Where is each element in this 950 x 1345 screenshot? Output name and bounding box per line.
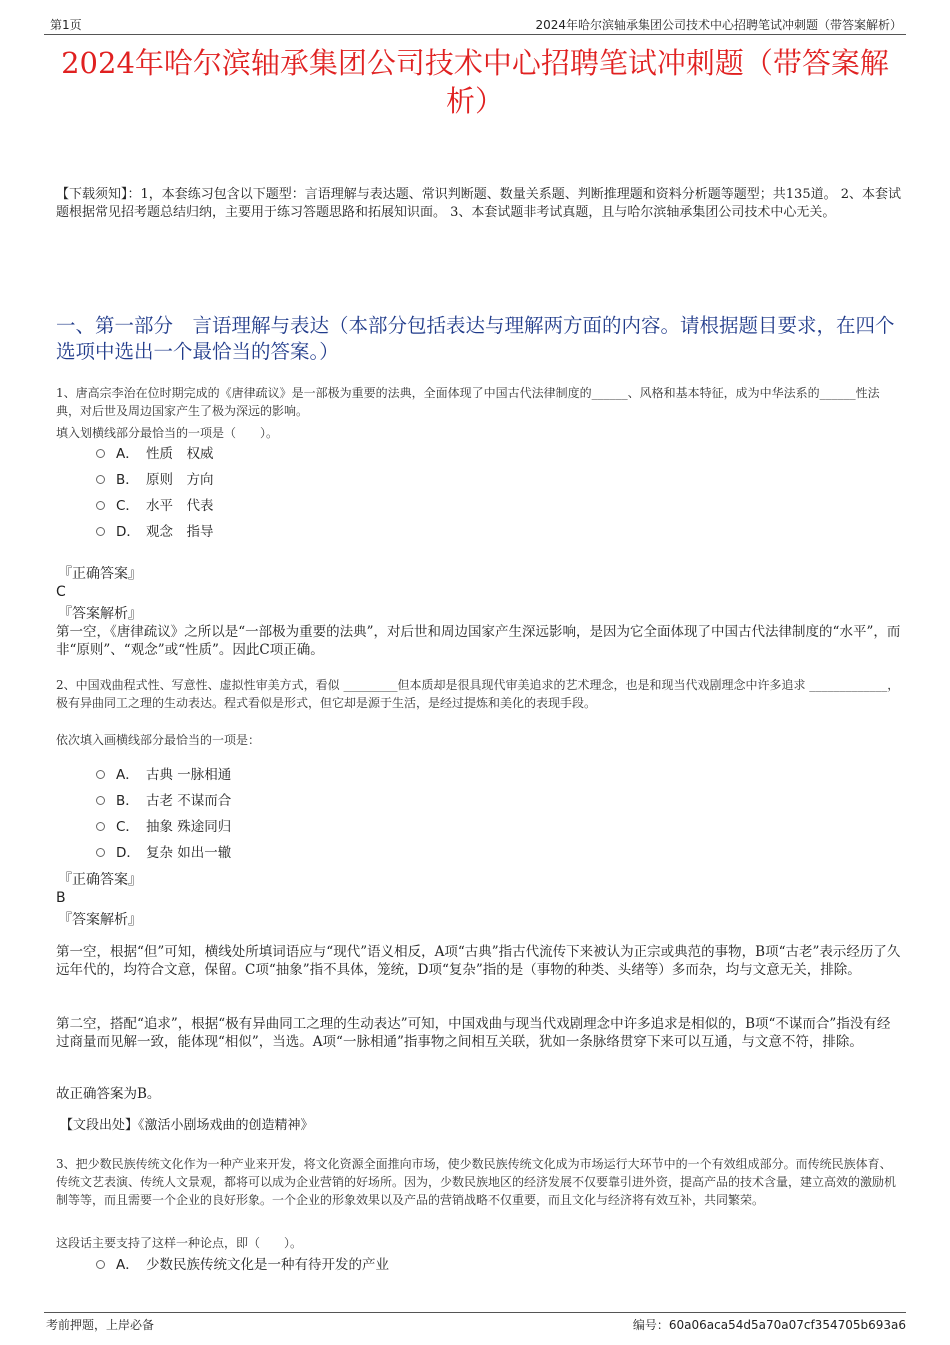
question-2-analysis-label: 『答案解析』 — [58, 912, 142, 928]
page-title: 2024年哈尔滨轴承集团公司技术中心招聘笔试冲刺题（带答案解析） — [61, 46, 889, 118]
question-1-option-a[interactable]: A． 性质 权威 — [96, 441, 214, 467]
radio-icon[interactable] — [96, 449, 105, 458]
question-1-analysis-label: 『答案解析』 — [58, 606, 142, 622]
header-doc-title: 2024年哈尔滨轴承集团公司技术中心招聘笔试冲刺题（带答案解析） — [535, 18, 902, 32]
page-number: 第1页 — [50, 18, 82, 32]
question-2-option-a[interactable]: A． 古典 一脉相通 — [96, 762, 231, 788]
question-1-answer-label: 『正确答案』 — [58, 566, 142, 582]
radio-icon[interactable] — [96, 1260, 105, 1269]
question-2-option-b[interactable]: B． 古老 不谋而合 — [96, 788, 231, 814]
question-3-prompt: 这段话主要支持了这样一种论点，即（ ）。 — [56, 1236, 303, 1250]
radio-icon[interactable] — [96, 822, 105, 831]
question-1-prompt: 填入划横线部分最恰当的一项是（ ）。 — [56, 426, 279, 440]
question-2-options — [96, 762, 231, 866]
question-1-option-c[interactable]: C． 水平 代表 — [96, 493, 214, 519]
radio-icon[interactable] — [96, 848, 105, 857]
radio-icon[interactable] — [96, 770, 105, 779]
question-2-analysis-p1: 第一空，根据“但”可知，横线处所填词语应与“现代”语义相反，A项“古典”指古代流传下来被认为正宗或典范的事物，B项“古老”表示经历了久远年代的，均符合文意，保留。C项“抽象”指不具体，笼统，D项“复杂”指的是（事物的种类、头绪等）多而杂，均与文意无关，排除。 — [56, 944, 901, 978]
question-1-option-d[interactable]: D． 观念 指导 — [96, 519, 214, 545]
radio-icon[interactable] — [96, 796, 105, 805]
question-2-text: 2、中国戏曲程式性、写意性、虚拟性审美方式，看似 _________但本质却是很具现代审美追求的艺术理念，也是和现当代戏剧理念中许多追求 _____________，极有异曲同工之理的生动表达。程式看似是形式，但它却是源于生活，是经过提炼和美化的表现手段。 — [56, 678, 900, 710]
question-2-prompt: 依次填入画横线部分最恰当的一项是： — [56, 733, 261, 747]
question-2-answer: B — [56, 890, 66, 906]
radio-icon[interactable] — [96, 501, 105, 510]
question-1-analysis: 第一空，《唐律疏议》之所以是“一部极为重要的法典”，对后世和周边国家产生深远影响，是因为它全面体现了中国古代法律制度的“水平”，而非“原则”、“观念”或“性质”。因此C项正确。 — [56, 624, 901, 658]
question-1-options — [96, 441, 214, 545]
footer-slogan: 考前押题，上岸必备 — [46, 1318, 155, 1332]
question-2-option-c[interactable]: C． 抽象 殊途同归 — [96, 814, 231, 840]
question-2-source: 【文段出处】《激活小剧场戏曲的创造精神》 — [60, 1118, 314, 1133]
footer-serial: 编号：60a06aca54d5a70a07cf354705b693a6 — [632, 1318, 906, 1332]
page-footer — [44, 1312, 906, 1333]
question-3-option-a[interactable]: A． 少数民族传统文化是一种有待开发的产业 — [96, 1252, 389, 1278]
question-3-text: 3、把少数民族传统文化作为一种产业来开发，将文化资源全面推向市场，使少数民族传统文化成为市场运行大环节中的一个有效组成部分。而传统民族体育、传统文艺表演、传统人文景观，都将可以成为企业营销的好场所。因为，少数民族地区的经济发展不仅要靠引进外资，提高产品的技术含量，建立高效的激励机制等等，而且需要一个企业的良好形象。一个企业的形象效果以及产品的营销战略不仅重要，而且文化与经济将有效互补，共同繁荣。 — [56, 1157, 897, 1207]
radio-icon[interactable] — [96, 527, 105, 536]
question-2-option-d[interactable]: D． 复杂 如出一辙 — [96, 840, 231, 866]
section-title: 一、第一部分 言语理解与表达（本部分包括表达与理解两方面的内容。请根据题目要求，在四个选项中选出一个最恰当的答案。） — [56, 314, 895, 363]
question-2-analysis-p2: 第二空，搭配“追求”，根据“极有异曲同工之理的生动表达”可知，中国戏曲与现当代戏剧理念中许多追求是相似的，B项“不谋而合”指没有经过商量而见解一致，能体现“相似”，当选。A项“一脉相通”指事物之间相互关联，犹如一条脉络贯穿下来可以互通，与文意不符，排除。 — [56, 1016, 891, 1050]
page-header — [44, 14, 906, 35]
question-2-analysis-p3: 故正确答案为B。 — [56, 1086, 161, 1102]
question-1-text: 1、唐高宗李治在位时期完成的《唐律疏议》是一部极为重要的法典，全面体现了中国古代法律制度的______、风格和基本特征，成为中华法系的______性法典，对后世及周边国家产生了极为深远的影响。 — [56, 386, 880, 418]
question-3-options — [96, 1252, 389, 1278]
question-2-answer-label: 『正确答案』 — [58, 872, 142, 888]
radio-icon[interactable] — [96, 475, 105, 484]
question-1-answer: C — [56, 584, 66, 600]
download-notice: 【下载须知】：1，本套练习包含以下题型：言语理解与表达题、常识判断题、数量关系题、判断推理题和资料分析题等题型；共135道。 2、本套试题根据常见招考题总结归纳，主要用于练习答题思路和拓展知识面。 3、本套试题非考试真题，且与哈尔滨轴承集团公司技术中心无关。 — [56, 187, 901, 220]
question-1-option-b[interactable]: B． 原则 方向 — [96, 467, 214, 493]
